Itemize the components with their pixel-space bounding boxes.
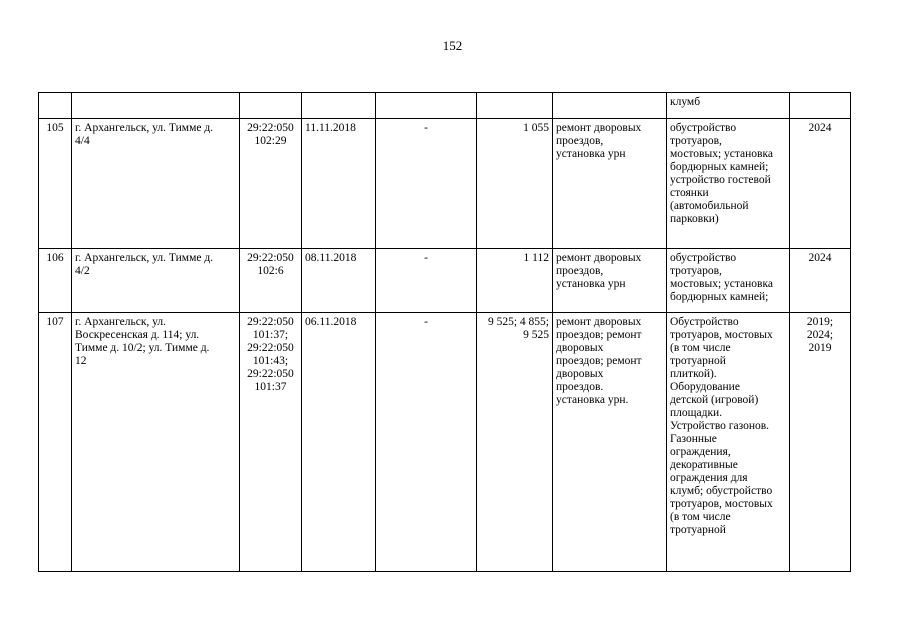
cell-num: 105	[39, 119, 72, 249]
cell-dash	[376, 93, 477, 119]
cell-date: 11.11.2018	[302, 119, 376, 249]
cell-date: 08.11.2018	[302, 249, 376, 313]
table-row-continuation	[39, 93, 851, 119]
cell-area	[477, 93, 553, 119]
cell-area: 9 525; 4 855; 9 525	[477, 313, 553, 572]
cell-area: 1 055	[477, 119, 553, 249]
table-row	[39, 249, 851, 313]
cell-cadastral: 29:22:050 101:37; 29:22:050 101:43; 29:22:050 101:37	[240, 313, 302, 572]
cell-date: 06.11.2018	[302, 313, 376, 572]
table-row	[39, 313, 851, 572]
cell-num	[39, 93, 72, 119]
cell-area: 1 112	[477, 249, 553, 313]
cell-cadastral: 29:22:050 102:29	[240, 119, 302, 249]
cell-repair: ремонт дворовых проездов, установка урн	[553, 119, 667, 249]
cell-works: обустройство тротуаров, мостовых; установка бордюрных камней;	[667, 249, 790, 313]
cell-num: 106	[39, 249, 72, 313]
cell-num: 107	[39, 313, 72, 572]
cell-cadastral	[240, 93, 302, 119]
cell-cadastral: 29:22:050 102:6	[240, 249, 302, 313]
cell-dash: -	[376, 119, 477, 249]
cell-works: Обустройство тротуаров, мостовых (в том числе тротуарной плиткой). Оборудование детской (игровой) площадки. Устройство газонов. Газонные ограждения, декоративные ограждения для клумб; обустройство тротуаров, мостовых (в том числе тротуарной	[667, 313, 790, 572]
cell-address: г. Архангельск, ул. Тимме д. 4/2	[72, 249, 240, 313]
page-number: 152	[442, 38, 463, 53]
cell-repair	[553, 93, 667, 119]
cell-repair: ремонт дворовых проездов; ремонт дворовых проездов; ремонт дворовых проездов. установка урн.	[553, 313, 667, 572]
works-table	[38, 92, 851, 572]
cell-year: 2019; 2024; 2019	[790, 313, 851, 572]
cell-address: г. Архангельск, ул. Тимме д. 4/4	[72, 119, 240, 249]
cell-repair: ремонт дворовых проездов, установка урн	[553, 249, 667, 313]
cell-address: г. Архангельск, ул. Воскресенская д. 114; ул. Тимме д. 10/2; ул. Тимме д. 12	[72, 313, 240, 572]
cell-dash: -	[376, 249, 477, 313]
cell-dash: -	[376, 313, 477, 572]
cell-year: 2024	[790, 249, 851, 313]
table-row	[39, 119, 851, 249]
cell-date	[302, 93, 376, 119]
cell-works: клумб	[667, 93, 790, 119]
cell-year: 2024	[790, 119, 851, 249]
cell-works: обустройство тротуаров, мостовых; установка бордюрных камней; устройство гостевой стоянки (автомобильной парковки)	[667, 119, 790, 249]
cell-address	[72, 93, 240, 119]
cell-year	[790, 93, 851, 119]
